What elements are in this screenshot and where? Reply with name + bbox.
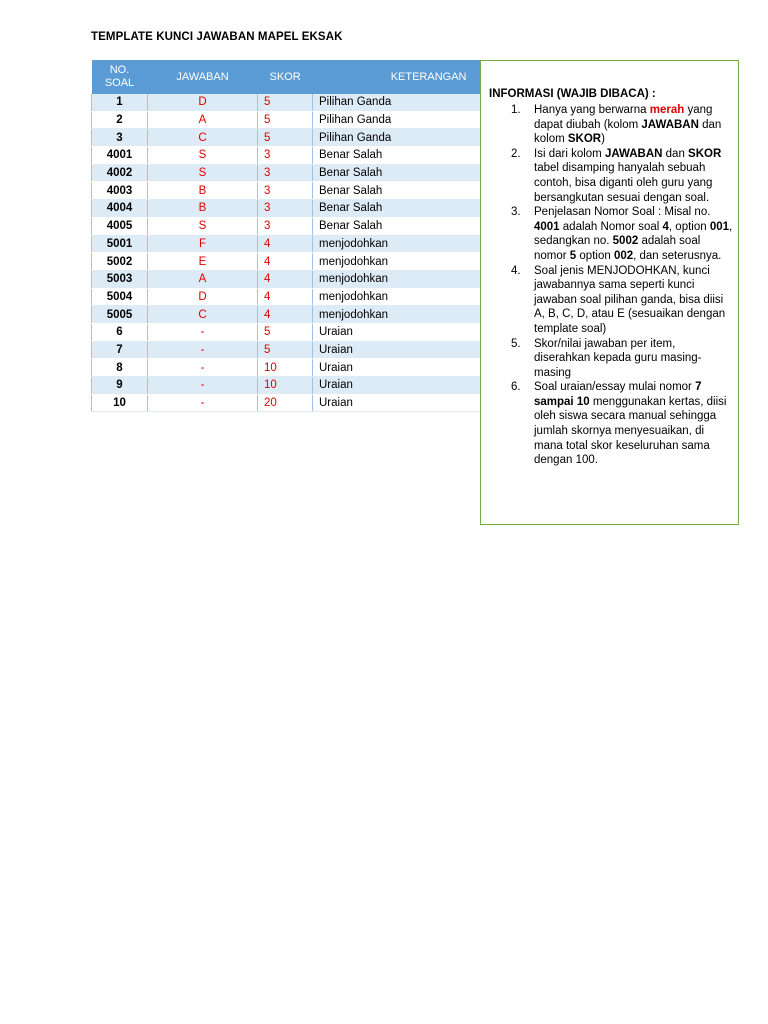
cell-no-soal: 5004 <box>92 288 148 306</box>
cell-no-soal: 4001 <box>92 147 148 165</box>
cell-keterangan: Benar Salah <box>313 200 481 218</box>
info-item-text: Skor/nilai jawaban per item, diserahkan kepada guru masing-masing <box>534 337 702 379</box>
cell-skor[interactable]: 10 <box>258 377 313 395</box>
info-list-item <box>489 337 733 381</box>
table-row <box>92 217 481 235</box>
cell-skor[interactable]: 4 <box>258 235 313 253</box>
cell-keterangan: Uraian <box>313 377 481 395</box>
document-title: TEMPLATE KUNCI JAWABAN MAPEL EKSAK <box>91 31 343 43</box>
table-row <box>92 270 481 288</box>
cell-no-soal: 9 <box>92 377 148 395</box>
cell-keterangan: menjodohkan <box>313 235 481 253</box>
info-item-text: Soal jenis MENJODOHKAN, kunci jawabannya sama seperti kunci jawaban soal pilihan ganda, bisa diisi A, B, C, D, atau E (sesuaikan dengan template soal) <box>534 264 726 335</box>
info-item-text: Penjelasan Nomor Soal : Misal no. <box>534 206 711 219</box>
cell-jawaban[interactable]: A <box>148 111 258 129</box>
info-item-text: tabel disamping hanyalah sebuah contoh, bisa diganti oleh guru yang bersangkutan sesuai dengan soal. <box>534 162 713 204</box>
table-row <box>92 129 481 147</box>
table-row <box>92 323 481 341</box>
cell-jawaban[interactable]: F <box>148 235 258 253</box>
cell-no-soal: 8 <box>92 359 148 377</box>
cell-no-soal: 4003 <box>92 182 148 200</box>
info-item-text: dan <box>662 147 689 160</box>
info-item-text: 7 sampai 10 <box>534 381 702 408</box>
info-item-text: 4001 <box>534 220 560 233</box>
info-title: INFORMASI (WAJIB DIBACA) : <box>489 88 656 100</box>
table-row <box>92 111 481 129</box>
info-item-number: 3. <box>511 206 521 219</box>
cell-no-soal: 7 <box>92 341 148 359</box>
cell-keterangan: Uraian <box>313 359 481 377</box>
table-row <box>92 341 481 359</box>
table-row <box>92 306 481 324</box>
cell-skor[interactable]: 3 <box>258 164 313 182</box>
table-row <box>92 235 481 253</box>
table-row <box>92 377 481 395</box>
cell-jawaban[interactable]: - <box>148 323 258 341</box>
header-jawaban: JAWABAN <box>148 60 258 94</box>
cell-jawaban[interactable]: S <box>148 147 258 165</box>
info-list-item <box>489 380 733 468</box>
info-item-number: 1. <box>511 104 521 116</box>
info-item-text: dan kolom <box>534 118 722 146</box>
header-keterangan: KETERANGAN <box>313 60 481 94</box>
cell-keterangan: menjodohkan <box>313 253 481 271</box>
cell-keterangan: menjodohkan <box>313 306 481 324</box>
cell-jawaban[interactable]: C <box>148 306 258 324</box>
info-item-text: adalah soal nomor <box>534 235 701 262</box>
cell-no-soal: 5005 <box>92 306 148 324</box>
cell-keterangan: Benar Salah <box>313 217 481 235</box>
info-item-text: Soal uraian/essay mulai nomor <box>534 381 696 394</box>
info-item-text: , option <box>668 220 710 233</box>
cell-jawaban[interactable]: - <box>148 359 258 377</box>
cell-skor[interactable]: 3 <box>258 217 313 235</box>
info-item-number: 5. <box>511 337 521 350</box>
cell-skor[interactable]: 4 <box>258 270 313 288</box>
cell-skor[interactable]: 20 <box>258 394 313 412</box>
info-list-item <box>489 205 733 263</box>
info-box <box>480 60 739 525</box>
info-item-text: Isi dari kolom <box>534 147 605 160</box>
header-skor: SKOR <box>258 60 313 94</box>
cell-jawaban[interactable]: A <box>148 270 258 288</box>
cell-skor[interactable]: 5 <box>258 111 313 129</box>
info-item-number: 6. <box>511 381 521 394</box>
cell-no-soal: 3 <box>92 129 148 147</box>
info-item-text: yang dapat diubah (kolom <box>534 104 713 131</box>
cell-no-soal: 4004 <box>92 200 148 218</box>
cell-skor[interactable]: 4 <box>258 306 313 324</box>
cell-skor[interactable]: 10 <box>258 359 313 377</box>
cell-jawaban[interactable]: E <box>148 253 258 271</box>
info-item-text: adalah Nomor soal <box>559 220 663 233</box>
cell-skor[interactable]: 3 <box>258 147 313 165</box>
info-item-text: 001 <box>709 220 730 233</box>
info-item-number: 4. <box>511 264 521 277</box>
cell-jawaban[interactable]: B <box>148 182 258 200</box>
cell-no-soal: 4005 <box>92 217 148 235</box>
table-row <box>92 359 481 377</box>
table-row <box>92 200 481 218</box>
info-item-text: 5 <box>569 249 577 262</box>
header-no-soal <box>92 60 148 94</box>
cell-skor[interactable]: 5 <box>258 323 313 341</box>
cell-no-soal: 2 <box>92 111 148 129</box>
cell-no-soal: 4002 <box>92 164 148 182</box>
cell-keterangan: Benar Salah <box>313 182 481 200</box>
cell-skor[interactable]: 5 <box>258 94 313 111</box>
info-item-text: ) <box>601 133 605 146</box>
cell-skor[interactable]: 3 <box>258 200 313 218</box>
info-item-number: 2. <box>511 147 521 160</box>
info-list <box>489 103 733 468</box>
answer-key-table <box>91 60 481 412</box>
cell-jawaban[interactable]: D <box>148 94 258 111</box>
cell-no-soal: 10 <box>92 394 148 412</box>
table-row <box>92 288 481 306</box>
cell-jawaban[interactable]: S <box>148 164 258 182</box>
header-no-label: NO. <box>109 64 130 76</box>
cell-jawaban[interactable]: - <box>148 341 258 359</box>
table-body <box>92 94 481 412</box>
cell-no-soal: 1 <box>92 94 148 111</box>
cell-no-soal: 6 <box>92 323 148 341</box>
cell-skor[interactable]: 3 <box>258 182 313 200</box>
table-row <box>92 394 481 412</box>
cell-jawaban[interactable]: S <box>148 217 258 235</box>
cell-no-soal: 5003 <box>92 270 148 288</box>
cell-jawaban[interactable]: C <box>148 129 258 147</box>
info-item-text: JAWABAN <box>641 118 699 131</box>
info-item-text: , sedangkan no. <box>534 220 733 248</box>
cell-jawaban[interactable]: D <box>148 288 258 306</box>
cell-keterangan: Benar Salah <box>313 164 481 182</box>
info-item-text: 002 <box>613 249 634 262</box>
cell-no-soal: 5002 <box>92 253 148 271</box>
cell-jawaban[interactable]: B <box>148 200 258 218</box>
cell-keterangan: Uraian <box>313 323 481 341</box>
info-list-item <box>489 103 733 147</box>
cell-keterangan: Pilihan Ganda <box>313 111 481 129</box>
info-item-text: menggunakan kertas, diisi oleh siswa secara manual sehingga jumlah skornya menyesuaikan, di mana total skor keseluruhan sama dengan 100. <box>534 395 727 467</box>
cell-skor[interactable]: 4 <box>258 288 313 306</box>
cell-jawaban[interactable]: - <box>148 377 258 395</box>
cell-keterangan: Pilihan Ganda <box>313 94 481 111</box>
table-row <box>92 94 481 111</box>
info-list-item <box>489 147 733 205</box>
info-item-text: 4 <box>662 220 669 233</box>
table-header-row <box>92 60 481 94</box>
cell-keterangan: menjodohkan <box>313 288 481 306</box>
cell-skor[interactable]: 4 <box>258 253 313 271</box>
cell-keterangan: Benar Salah <box>313 147 481 165</box>
table-row <box>92 147 481 165</box>
info-item-text: , dan seterusnya. <box>633 249 722 262</box>
info-item-text: Hanya yang berwarna <box>534 104 650 116</box>
info-list-item <box>489 264 733 337</box>
info-item-text: SKOR <box>688 147 722 160</box>
header-soal-label: SOAL <box>104 77 135 89</box>
table-row <box>92 164 481 182</box>
cell-keterangan: Uraian <box>313 341 481 359</box>
cell-keterangan: menjodohkan <box>313 270 481 288</box>
cell-keterangan: Pilihan Ganda <box>313 129 481 147</box>
cell-jawaban[interactable]: - <box>148 394 258 412</box>
cell-skor[interactable]: 5 <box>258 341 313 359</box>
info-item-text: option <box>576 249 614 262</box>
info-item-text: JAWABAN <box>604 147 663 160</box>
table-row <box>92 253 481 271</box>
cell-skor[interactable]: 5 <box>258 129 313 147</box>
info-item-text: merah <box>649 104 685 116</box>
table-row <box>92 182 481 200</box>
cell-keterangan: Uraian <box>313 394 481 412</box>
cell-no-soal: 5001 <box>92 235 148 253</box>
info-item-text: SKOR <box>567 133 602 146</box>
info-item-text: 5002 <box>612 235 639 248</box>
